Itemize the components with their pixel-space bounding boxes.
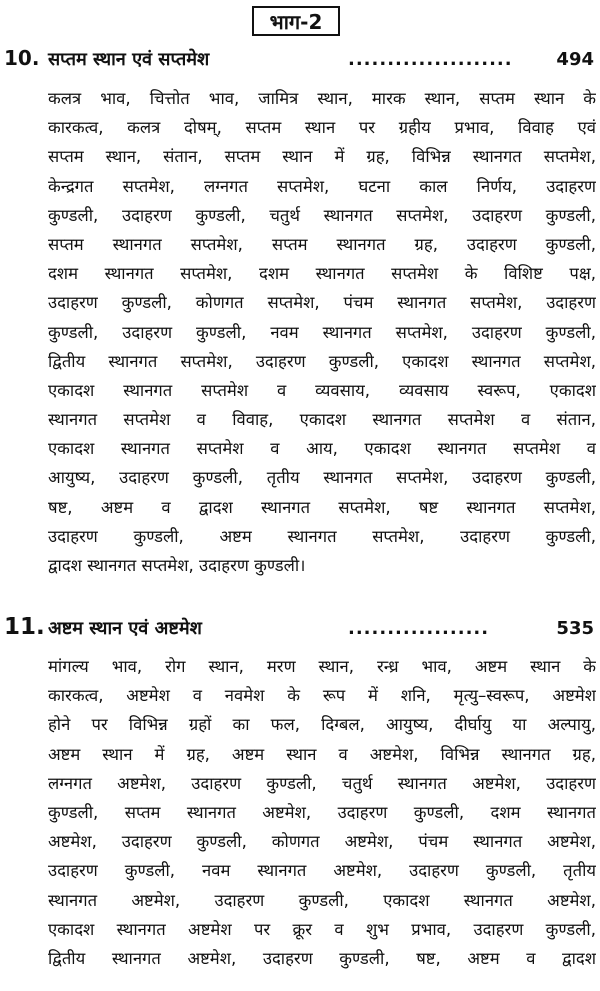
text-line: षष्ट, अष्टम व द्वादश स्थानगत सप्तमेश, षष्ट स्थानगत सप्तमेश, bbox=[48, 497, 596, 517]
text-line: उदाहरण कुण्डली, कोणगत सप्तमेश, पंचम स्थानगत सप्तमेश, उदाहरण bbox=[48, 293, 596, 313]
text-line: आयुष्य, उदाहरण कुण्डली, तृतीय स्थानगत सप्तमेश, उदाहरण कुण्डली, bbox=[48, 468, 596, 488]
entry-title: सप्तम स्थान एवं सप्तमेश bbox=[48, 49, 210, 70]
part-heading: भाग-2 bbox=[252, 6, 340, 36]
text-line: द्वितीय स्थानगत सप्तमेश, उदाहरण कुण्डली, एकादश स्थानगत सप्तमेश, bbox=[48, 351, 596, 371]
text-line: कारकत्व, अष्टमेश व नवमेश के रूप में शनि, मृत्यु–स्वरूप, अष्टमेश bbox=[48, 686, 596, 706]
text-line: अष्टमेश, उदाहरण कुण्डली, कोणगत अष्टमेश, पंचम स्थानगत अष्टमेश, bbox=[48, 832, 596, 852]
text-line: स्थानगत सप्तमेश व विवाह, एकादश स्थानगत सप्तमेश व संतान, bbox=[48, 410, 596, 430]
text-line: सप्तम स्थानगत सप्तमेश, सप्तम स्थानगत ग्रह, उदाहरण कुण्डली, bbox=[48, 234, 596, 254]
dot-leader: ..................... bbox=[348, 49, 513, 70]
text-line: स्थानगत अष्टमेश, उदाहरण कुण्डली, एकादश स्थानगत अष्टमेश, bbox=[48, 890, 596, 910]
text-line: दशम स्थानगत सप्तमेश, दशम स्थानगत सप्तमेश के विशिष्ट पक्ष, bbox=[48, 264, 596, 284]
entry-number: 10. bbox=[4, 46, 40, 70]
text-line: कारकत्व, कलत्र दोषम्, सप्तम स्थान पर ग्रहीय प्रभाव, विवाह एवं bbox=[48, 118, 596, 138]
entry-10-heading bbox=[4, 46, 594, 78]
page-number: 535 bbox=[556, 618, 594, 639]
dot-leader: .................. bbox=[348, 618, 490, 639]
text-line: मांगल्य भाव, रोग स्थान, मरण स्थान, रन्ध्र भाव, अष्टम स्थान के bbox=[48, 657, 596, 676]
text-line: उदाहरण कुण्डली, अष्टम स्थानगत सप्तमेश, उदाहरण कुण्डली, bbox=[48, 526, 596, 546]
text-line: होने पर विभिन्न ग्रहों का फल, दिग्बल, आयुष्य, दीर्घायु या अल्पायु, bbox=[48, 715, 596, 735]
text-line: एकादश स्थानगत सप्तमेश व व्यवसाय, व्यवसाय स्वरूप, एकादश bbox=[48, 380, 596, 400]
text-line: कुण्डली, उदाहरण कुण्डली, चतुर्थ स्थानगत सप्तमेश, उदाहरण कुण्डली, bbox=[48, 205, 596, 225]
text-line: केन्द्रगत सप्तमेश, लग्नगत सप्तमेश, घटना काल निर्णय, उदाहरण bbox=[48, 176, 596, 196]
text-line: द्वादश स्थानगत सप्तमेश, उदाहरण कुण्डली। bbox=[48, 556, 306, 575]
entry-10-description bbox=[48, 84, 596, 580]
entry-11-heading bbox=[4, 614, 594, 646]
text-line: कुण्डली, सप्तम स्थानगत अष्टमेश, उदाहरण कुण्डली, दशम स्थानगत bbox=[48, 802, 596, 822]
text-line: सप्तम स्थान, संतान, सप्तम स्थान में ग्रह, विभिन्न स्थानगत सप्तमेश, bbox=[48, 147, 596, 167]
entry-11-description bbox=[48, 652, 596, 973]
text-line: लग्नगत अष्टमेश, उदाहरण कुण्डली, चतुर्थ स्थानगत अष्टमेश, उदाहरण bbox=[48, 773, 596, 793]
entry-title: अष्टम स्थान एवं अष्टमेश bbox=[48, 618, 202, 639]
text-line: द्वितीय स्थानगत अष्टमेश, उदाहरण कुण्डली, षष्ट, अष्टम व द्वादश bbox=[48, 948, 596, 968]
text-line: एकादश स्थानगत सप्तमेश व आय, एकादश स्थानगत सप्तमेश व bbox=[48, 439, 596, 459]
entry-number: 11. bbox=[4, 614, 45, 640]
page-number: 494 bbox=[556, 49, 594, 70]
text-line: कलत्र भाव, चित्तोत भाव, जामित्र स्थान, मारक स्थान, सप्तम स्थान के bbox=[48, 89, 596, 108]
text-line: कुण्डली, उदाहरण कुण्डली, नवम स्थानगत सप्तमेश, उदाहरण कुण्डली, bbox=[48, 322, 596, 342]
text-line: एकादश स्थानगत अष्टमेश पर क्रूर व शुभ प्रभाव, उदाहरण कुण्डली, bbox=[48, 919, 596, 939]
text-line: अष्टम स्थान में ग्रह, अष्टम स्थान व अष्टमेश, विभिन्न स्थानगत ग्रह, bbox=[48, 744, 596, 764]
text-line: उदाहरण कुण्डली, नवम स्थानगत अष्टमेश, उदाहरण कुण्डली, तृतीय bbox=[48, 861, 596, 881]
